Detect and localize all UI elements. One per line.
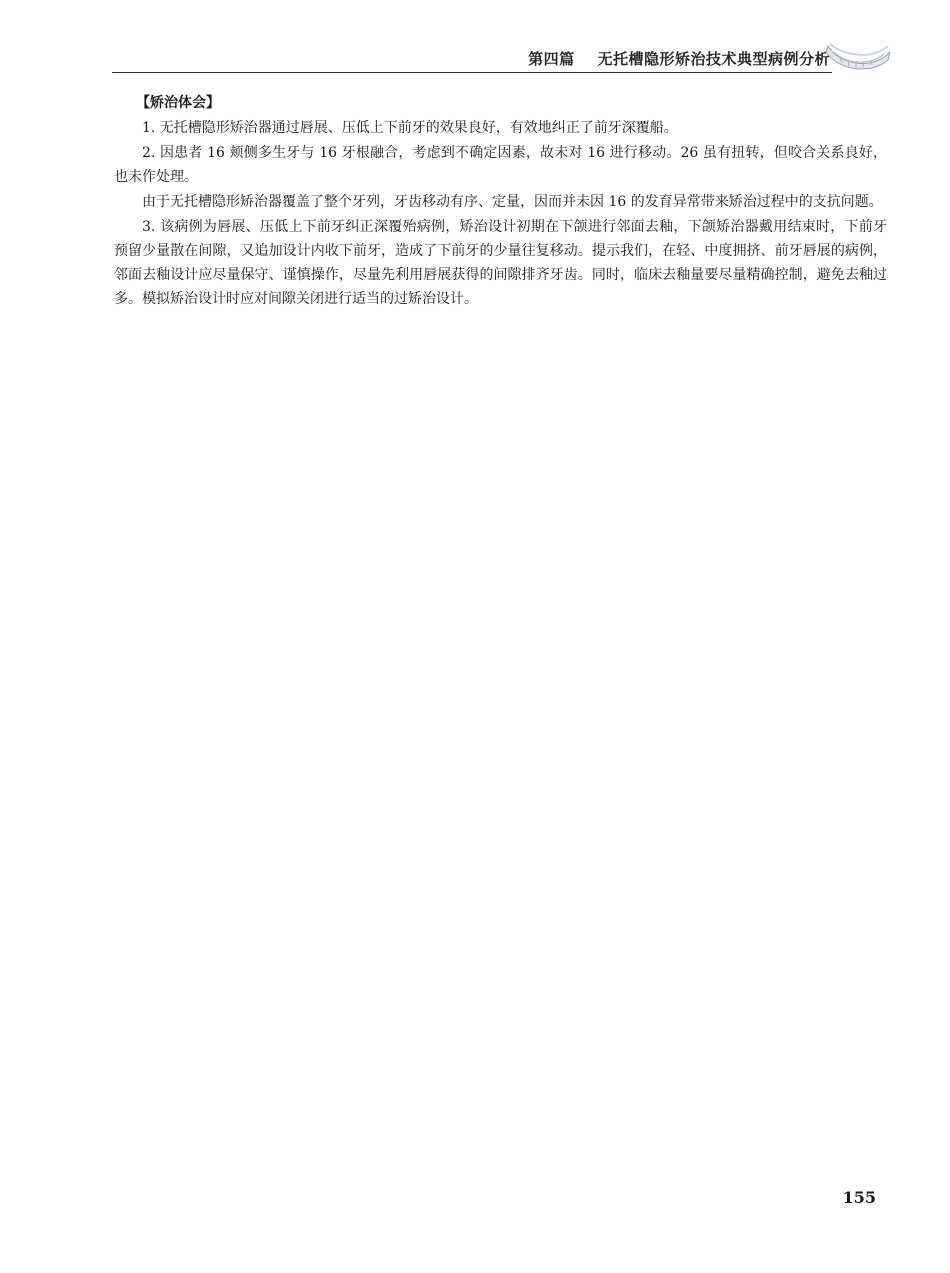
aligner-tray-icon xyxy=(822,36,894,76)
paragraph: 1. 无托槽隐形矫治器通过唇展、压低上下前牙的效果良好，有效地纠正了前牙深覆船。 xyxy=(142,120,678,136)
running-header xyxy=(112,44,832,73)
section-heading: 【矫治体会】 xyxy=(136,95,220,111)
paragraph: 由于无托槽隐形矫治器覆盖了整个牙列，牙齿移动有序、定量，因而并未因 16 的发育异常带来矫治过程中的支抗问题。 xyxy=(142,194,883,210)
paragraph: 2. 因患者 16 颊侧多生牙与 16 牙根融合，考虑到不确定因素，故未对 16 进行移动。26 虽有扭转，但咬合关系良好，也未作处理。 xyxy=(114,145,887,185)
page-number: 155 xyxy=(842,1188,876,1207)
main-content xyxy=(114,90,887,312)
running-header-title: 第四篇 无托槽隐形矫治技术典型病例分析 xyxy=(528,50,830,68)
paragraph: 3. 该病例为唇展、压低上下前牙纠正深覆殆病例，矫治设计初期在下颌进行邻面去釉，下颌矫治器戴用结束时，下前牙预留少量散在间隙，又追加设计内收下前牙，造成了下前牙的少量往复移动。提示我们，在轻、中度拥挤、前牙唇展的病例，邻面去釉设计应尽量保守、谨慎操作，尽量先利用唇展获得的间隙排齐牙齿。同时，临床去釉量要尽量精确控制，避免去釉过多。模拟矫治设计时应对间隙关闭进行适当的过矫治设计。 xyxy=(114,219,887,307)
